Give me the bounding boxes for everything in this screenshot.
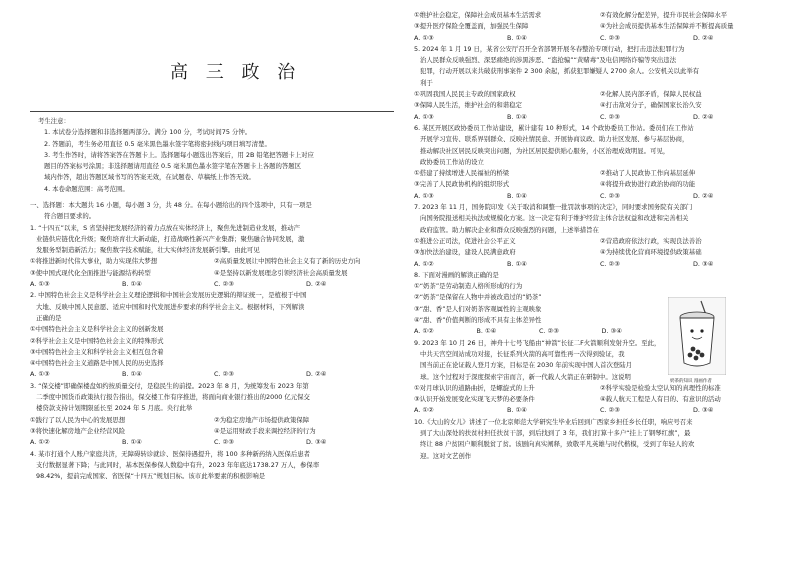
option: ④为社会成员提供基本生活保障并不断提高质量 bbox=[600, 22, 734, 31]
q7-options bbox=[414, 236, 786, 247]
answer-choice: A. ①③ bbox=[414, 191, 434, 200]
option: ①中国特色社会主义是科学社会主义的创新发展 bbox=[30, 325, 164, 334]
boba-pearl bbox=[688, 353, 693, 358]
q5-options bbox=[414, 89, 786, 100]
answer-choice: D. ③④ bbox=[693, 406, 714, 415]
option: ②科学社会主义是中国特色社会主义的特殊形式 bbox=[30, 336, 164, 345]
option: ④打击敌对分子，确保国家长治久安 bbox=[600, 101, 702, 110]
q8-stem: 8. 下面对漫画的解读正确的是 bbox=[414, 270, 499, 279]
q4-stem: 98.42%，提前完成国家、省医保“十四五”规划目标。该市此举要素的积极影响是 bbox=[36, 472, 266, 481]
boba-pearl bbox=[700, 353, 705, 358]
q7-options bbox=[414, 247, 786, 258]
option: ①维护社会稳定，保障社会成员基本生活需求 bbox=[414, 11, 542, 19]
answer-choice: C. ②③ bbox=[539, 327, 559, 336]
option: ①搭建了持续增进人民福祉的桥梁 bbox=[414, 169, 510, 178]
q10-stem: 10.《大山的女儿》讲述了一位北京师范大学研究生毕业后回到广西家乡担任乡长任职，响应号召来 bbox=[414, 417, 693, 426]
q1-options bbox=[30, 268, 398, 279]
answer-choice: A. ①② bbox=[414, 259, 434, 268]
q9-options bbox=[414, 394, 786, 405]
note-line: 1. 本试卷分选择题和非选择题两部分。满分 100 分，考试时间75 分钟。 bbox=[44, 128, 252, 137]
q6-stem: 政协委员工作站的设立 bbox=[420, 157, 484, 166]
option: ④载人航天工程是人有目的、有意识的活动 bbox=[600, 395, 721, 404]
option: ④为持续优化营商环境提供政策基础 bbox=[600, 248, 702, 257]
option: ②化解人民内部矛盾，保障人民权益 bbox=[600, 90, 702, 99]
q1-stem: 业链供应链优化升级；聚焦培育壮大新动能，打造战略性新兴产业集群；聚焦融合协同发展，激 bbox=[36, 234, 305, 243]
option: ④是运用财政手段来调控经济的行为 bbox=[214, 426, 316, 435]
answer-choice: B. ①④ bbox=[507, 33, 527, 42]
q9-stem: 9. 2023 年 10 月 26 日，神舟十七号飞船由“神箭”长征二F火箭顺利发射升空。至此， bbox=[414, 338, 661, 347]
q10-stem: 到了大山深处的扶贫村担任扶贫干部，到后找到了 3 年，我们打算十多户“挂上了钢琴红旗”，最 bbox=[420, 428, 691, 437]
q6-options bbox=[414, 179, 786, 190]
q7-stem: 向国务院报送相关执法或规模化方案。这一决定有利于维护经营主体合法权益和改进和完善相关 bbox=[420, 214, 689, 223]
option: ③使中国式现代化全面推进与能源结构转型 bbox=[30, 268, 151, 277]
q6-options bbox=[414, 168, 786, 179]
option: ③提升医疗保险全覆盖面，加强民生保障 bbox=[414, 22, 529, 31]
q5-stem: 犯罪，行动开展以来共破获刑事案件 2 300 余起，抓获犯罪嫌疑人 2700 余人。公安机关以此举有 bbox=[420, 67, 700, 76]
option: ①巩固我国人民民主专政的国家政权 bbox=[414, 90, 516, 99]
option: ②“奶茶”是保留在人物中并被改造过的“奶茶” bbox=[414, 293, 542, 302]
exam-notes bbox=[38, 116, 394, 195]
boba-pearl bbox=[694, 356, 699, 361]
answer-choice: D. ③④ bbox=[306, 438, 327, 447]
option: ①践行了以人民为中心的发展思想 bbox=[30, 415, 126, 424]
q1-stem: 发服务型制造新活力；聚焦数字技术赋能，壮大实体经济发展新引擎。由此可见 bbox=[36, 246, 260, 255]
q4-options bbox=[414, 10, 786, 21]
answer-choice: A. ①③ bbox=[30, 370, 50, 379]
q5-stem: 治人民群众反映强烈、深恶痛绝的涉黑涉恶、“盗抢骗”“黄赌毒”及电信网络诈骗等突出违法 bbox=[420, 56, 677, 65]
option: ④“甜、香”价值判断的形成不具有主体差异性 bbox=[414, 316, 542, 325]
note-line: 题目的答案标号涂黑；非选择题请用直径 0.5 毫米黑色墨水签字笔在答题卡上各题的答题区 bbox=[44, 162, 302, 171]
q4-answers bbox=[414, 33, 786, 44]
q6-stem: 推动解决社区居民反映突出问题，为社区居民提供贴心服务，小区治理成效明显。可见， bbox=[420, 146, 670, 155]
q4-options bbox=[414, 21, 786, 32]
answer-choice: D. ③④ bbox=[601, 327, 622, 336]
page-title: 高 三 政 治 bbox=[170, 62, 302, 83]
q10-stem: 终让 88 户贫困户顺利脱贫了贫。该剧向真实阐释，致敬平凡英雄与时代楷模，受到了年轻人的欢 bbox=[420, 440, 695, 449]
option: ③加快法治建设，建设人民满意政府 bbox=[414, 248, 516, 257]
q9-stem: 球。这个过程对于深度探索宇宙而言，新一代载人火箭正在研制中。这说明 bbox=[420, 372, 631, 381]
q6-stem: 6. 某区开展区政协委员工作站建设，累计建有 10 种形式，14 个政协委员工作站。委员们在工作站 bbox=[414, 123, 694, 132]
q7-answers bbox=[414, 259, 786, 270]
answer-choice: A. ①③ bbox=[414, 112, 434, 121]
answer-choice: C. ②③ bbox=[214, 438, 234, 447]
section-heading-cont: 符合题目要求的。 bbox=[44, 212, 96, 221]
note-line: 2. 答题前，考生务必用直径 0.5 毫米黑色墨水签字笔将密封线内项目填写清楚。 bbox=[44, 139, 271, 148]
answer-choice: B. ①④ bbox=[476, 327, 497, 336]
q9-answers bbox=[414, 405, 786, 416]
cartoon-caption: 奶茶的知识 漫画作者 bbox=[670, 379, 712, 384]
q5-stem: 利于 bbox=[420, 78, 433, 87]
answer-choice: A. ①③ bbox=[30, 280, 50, 289]
q6-answers bbox=[414, 191, 786, 202]
answer-choice: C. ②③ bbox=[600, 191, 620, 200]
note-line: 3. 考生作答时，请将答案答在答题卡上。选择题每小题选出答案后，用 2B 铅笔把答题卡上对应 bbox=[44, 150, 314, 159]
option: ①对月球认识的道路曲折，是螺旋式的上升 bbox=[414, 383, 535, 392]
answer-choice: D. ②④ bbox=[693, 191, 714, 200]
questions-left bbox=[30, 200, 398, 482]
answer-choice: B. ①④ bbox=[507, 112, 527, 121]
answer-choice: C. ②③ bbox=[600, 33, 620, 42]
q1-stem: 1. “十四五”以来，S 省坚持把发展经济的着力点放在实体经济上，聚焦先进制造业发展，推动产 bbox=[30, 223, 301, 232]
option: ③中国特色社会主义和科学社会主义相互包含着 bbox=[30, 347, 164, 356]
answer-choice: B. ①④ bbox=[507, 406, 527, 415]
option: ④将提升政协进行政治协商的功能 bbox=[600, 180, 696, 189]
answer-choice: B. ①④ bbox=[122, 438, 142, 447]
q1-answers bbox=[30, 279, 398, 290]
option: ①推进公正司法，促进社会公平正义 bbox=[414, 236, 516, 245]
q8-answers bbox=[414, 326, 664, 337]
option: ②营造政府依法行政，实现良法善治 bbox=[600, 236, 702, 245]
option: ③“甜、香”是人们对奶茶客观属性的主观映象 bbox=[414, 304, 542, 313]
answer-choice: C. ②③ bbox=[214, 280, 234, 289]
option: ②有效化解分配差异，提升市民社会保障水平 bbox=[600, 11, 728, 19]
q2-stem: 大地、反映中国人民意愿、适应中国和时代发展进步要求的科学社会主义。根据材料，下列解读 bbox=[36, 302, 305, 311]
answer-choice: C. ②③ bbox=[600, 112, 620, 121]
option: ③认识开始发展变化实现飞天梦的必要条件 bbox=[414, 395, 535, 404]
q10-stem: 迎。这对文艺创作 bbox=[420, 451, 472, 460]
answer-choice: A. ①② bbox=[414, 327, 434, 336]
answer-choice: D. ②④ bbox=[306, 280, 327, 289]
q5-answers bbox=[414, 112, 786, 123]
cup-eye-left bbox=[690, 329, 693, 332]
q3-stem: 3. “保交楼”即确保楼盘如约按质量交付，是稳民生的前提。2023 年 8 月，为统筹发布 2023 年第 bbox=[30, 381, 309, 390]
q5-stem: 5. 2024 年 1 月 19 日，某省公安厅召开全省部署开展冬春整治专项行动，把打击违法犯罪行为 bbox=[414, 44, 685, 53]
option: ②高质量发展让中国特色社会主义有了新的历史方向 bbox=[214, 257, 361, 266]
note-line: 4. 本卷命题范围：高考范围。 bbox=[44, 184, 129, 193]
boba-pearl bbox=[691, 347, 696, 352]
notes-heading: 考生注意： bbox=[38, 117, 70, 125]
note-line: 域内作答，超出答题区域书写的答案无效，在试题卷、草稿纸上作答无效。 bbox=[44, 173, 255, 182]
q3-options bbox=[30, 415, 398, 426]
option: ③完善了人民政协机构的组织形式 bbox=[414, 180, 510, 189]
answer-choice: A. ①② bbox=[30, 438, 50, 447]
q9-options bbox=[414, 383, 786, 394]
answer-choice: C. ②③ bbox=[214, 370, 234, 379]
q9-stem: 中共天宫空间站成功对接，长征系列火箭的高可靠性再一次得到验证，我 bbox=[420, 349, 625, 358]
q2-stem: 2. 中国特色社会主义是科学社会主义理论逻辑和中国社会发展历史逻辑的辩证统一，是植根于中国 bbox=[30, 291, 307, 300]
q4-stem: 支付数据显著下降；与此同时，基本医保参保人数稳中有升，2023 年年底达1738.27 万人，参保率 bbox=[36, 460, 320, 469]
questions-right bbox=[414, 10, 786, 462]
option: ③保障人民生活，维护社会的和谐稳定 bbox=[414, 101, 522, 110]
option: ④是坚持以新发展理念引领经济社会高质量发展 bbox=[214, 268, 348, 277]
milk-tea-cartoon-image bbox=[668, 297, 726, 375]
answer-choice: C. ②③ bbox=[600, 259, 620, 268]
q3-stem: 二季度中国货币政策执行报告指出，保交楼工作有序推进，将面向商业银行推出的2000 亿元保交 bbox=[36, 393, 310, 402]
option: ③将快速化解房地产企业经营风险 bbox=[30, 426, 126, 435]
answer-choice: C. ②③ bbox=[600, 406, 620, 415]
q3-options bbox=[30, 426, 398, 437]
q2-stem: 正确的是 bbox=[36, 313, 62, 322]
answer-choice: D. ③④ bbox=[693, 259, 714, 268]
q8-block bbox=[414, 270, 664, 338]
q7-stem: 政府监管。助力解决企业和群众反映强烈的问题，上述举措旨在 bbox=[420, 225, 599, 234]
option: ②推动了人民政协工作向基层延伸 bbox=[600, 169, 696, 178]
boba-pearl bbox=[696, 350, 701, 355]
q1-options bbox=[30, 256, 398, 267]
q3-stem: 楼贷款支持计划期限延长至 2024 年 5 月底。央行此举 bbox=[36, 404, 193, 413]
answer-choice: B. ①④ bbox=[507, 191, 527, 200]
q9-stem: 国当前正在论证载人登月方案，目标是在 2030 年前实现中国人首次登陆月 bbox=[420, 361, 633, 370]
header-divider bbox=[30, 111, 394, 112]
q6-stem: 开展学习宣传、联系界别群众、反映社情民意、开展协商议政、助力社区发展、参与基层协商， bbox=[420, 135, 689, 144]
option: ④中国特色社会主义道路是中国人民的历史选择 bbox=[30, 359, 164, 368]
answer-choice: A. ①② bbox=[414, 406, 434, 415]
answer-choice: D. ②④ bbox=[306, 370, 327, 379]
q4-stem: 4. 某市打通个人账户家庭共济，无障碍转诊就诊、医保待遇提升，将 100 多种新药纳入医保后患者 bbox=[30, 449, 311, 458]
q3-answers bbox=[30, 437, 398, 448]
answer-choice: B. ①④ bbox=[122, 370, 142, 379]
option: ②为稳定房地产市场提供政策保障 bbox=[214, 415, 310, 424]
option: ①将推进新时代伟大事业，助力实现伟大梦想 bbox=[30, 257, 158, 266]
q7-stem: 7. 2023 年 11 月，国务院印发《关于取消和调整一批罚款事项的决定》，同时要求国务院有关部门 bbox=[414, 203, 693, 212]
option: ②科学实验是检验太空认知的真理性的标准 bbox=[600, 383, 721, 392]
answer-choice: D. ②④ bbox=[693, 33, 714, 42]
q2-answers bbox=[30, 369, 398, 380]
answer-choice: D. ②④ bbox=[693, 112, 714, 121]
q5-options bbox=[414, 100, 786, 111]
cup-eye-right bbox=[700, 329, 703, 332]
answer-choice: B. ①④ bbox=[122, 280, 142, 289]
answer-choice: B. ①④ bbox=[507, 259, 527, 268]
section-heading: 一、选择题：本大题共 16 小题，每小题 3 分，共 48 分。在每小题给出的四个选项中，只有一项是 bbox=[30, 201, 312, 209]
answer-choice: A. ①③ bbox=[414, 33, 434, 42]
option: ①“奶茶”是劳动制造人格所形成的行为 bbox=[414, 282, 523, 291]
